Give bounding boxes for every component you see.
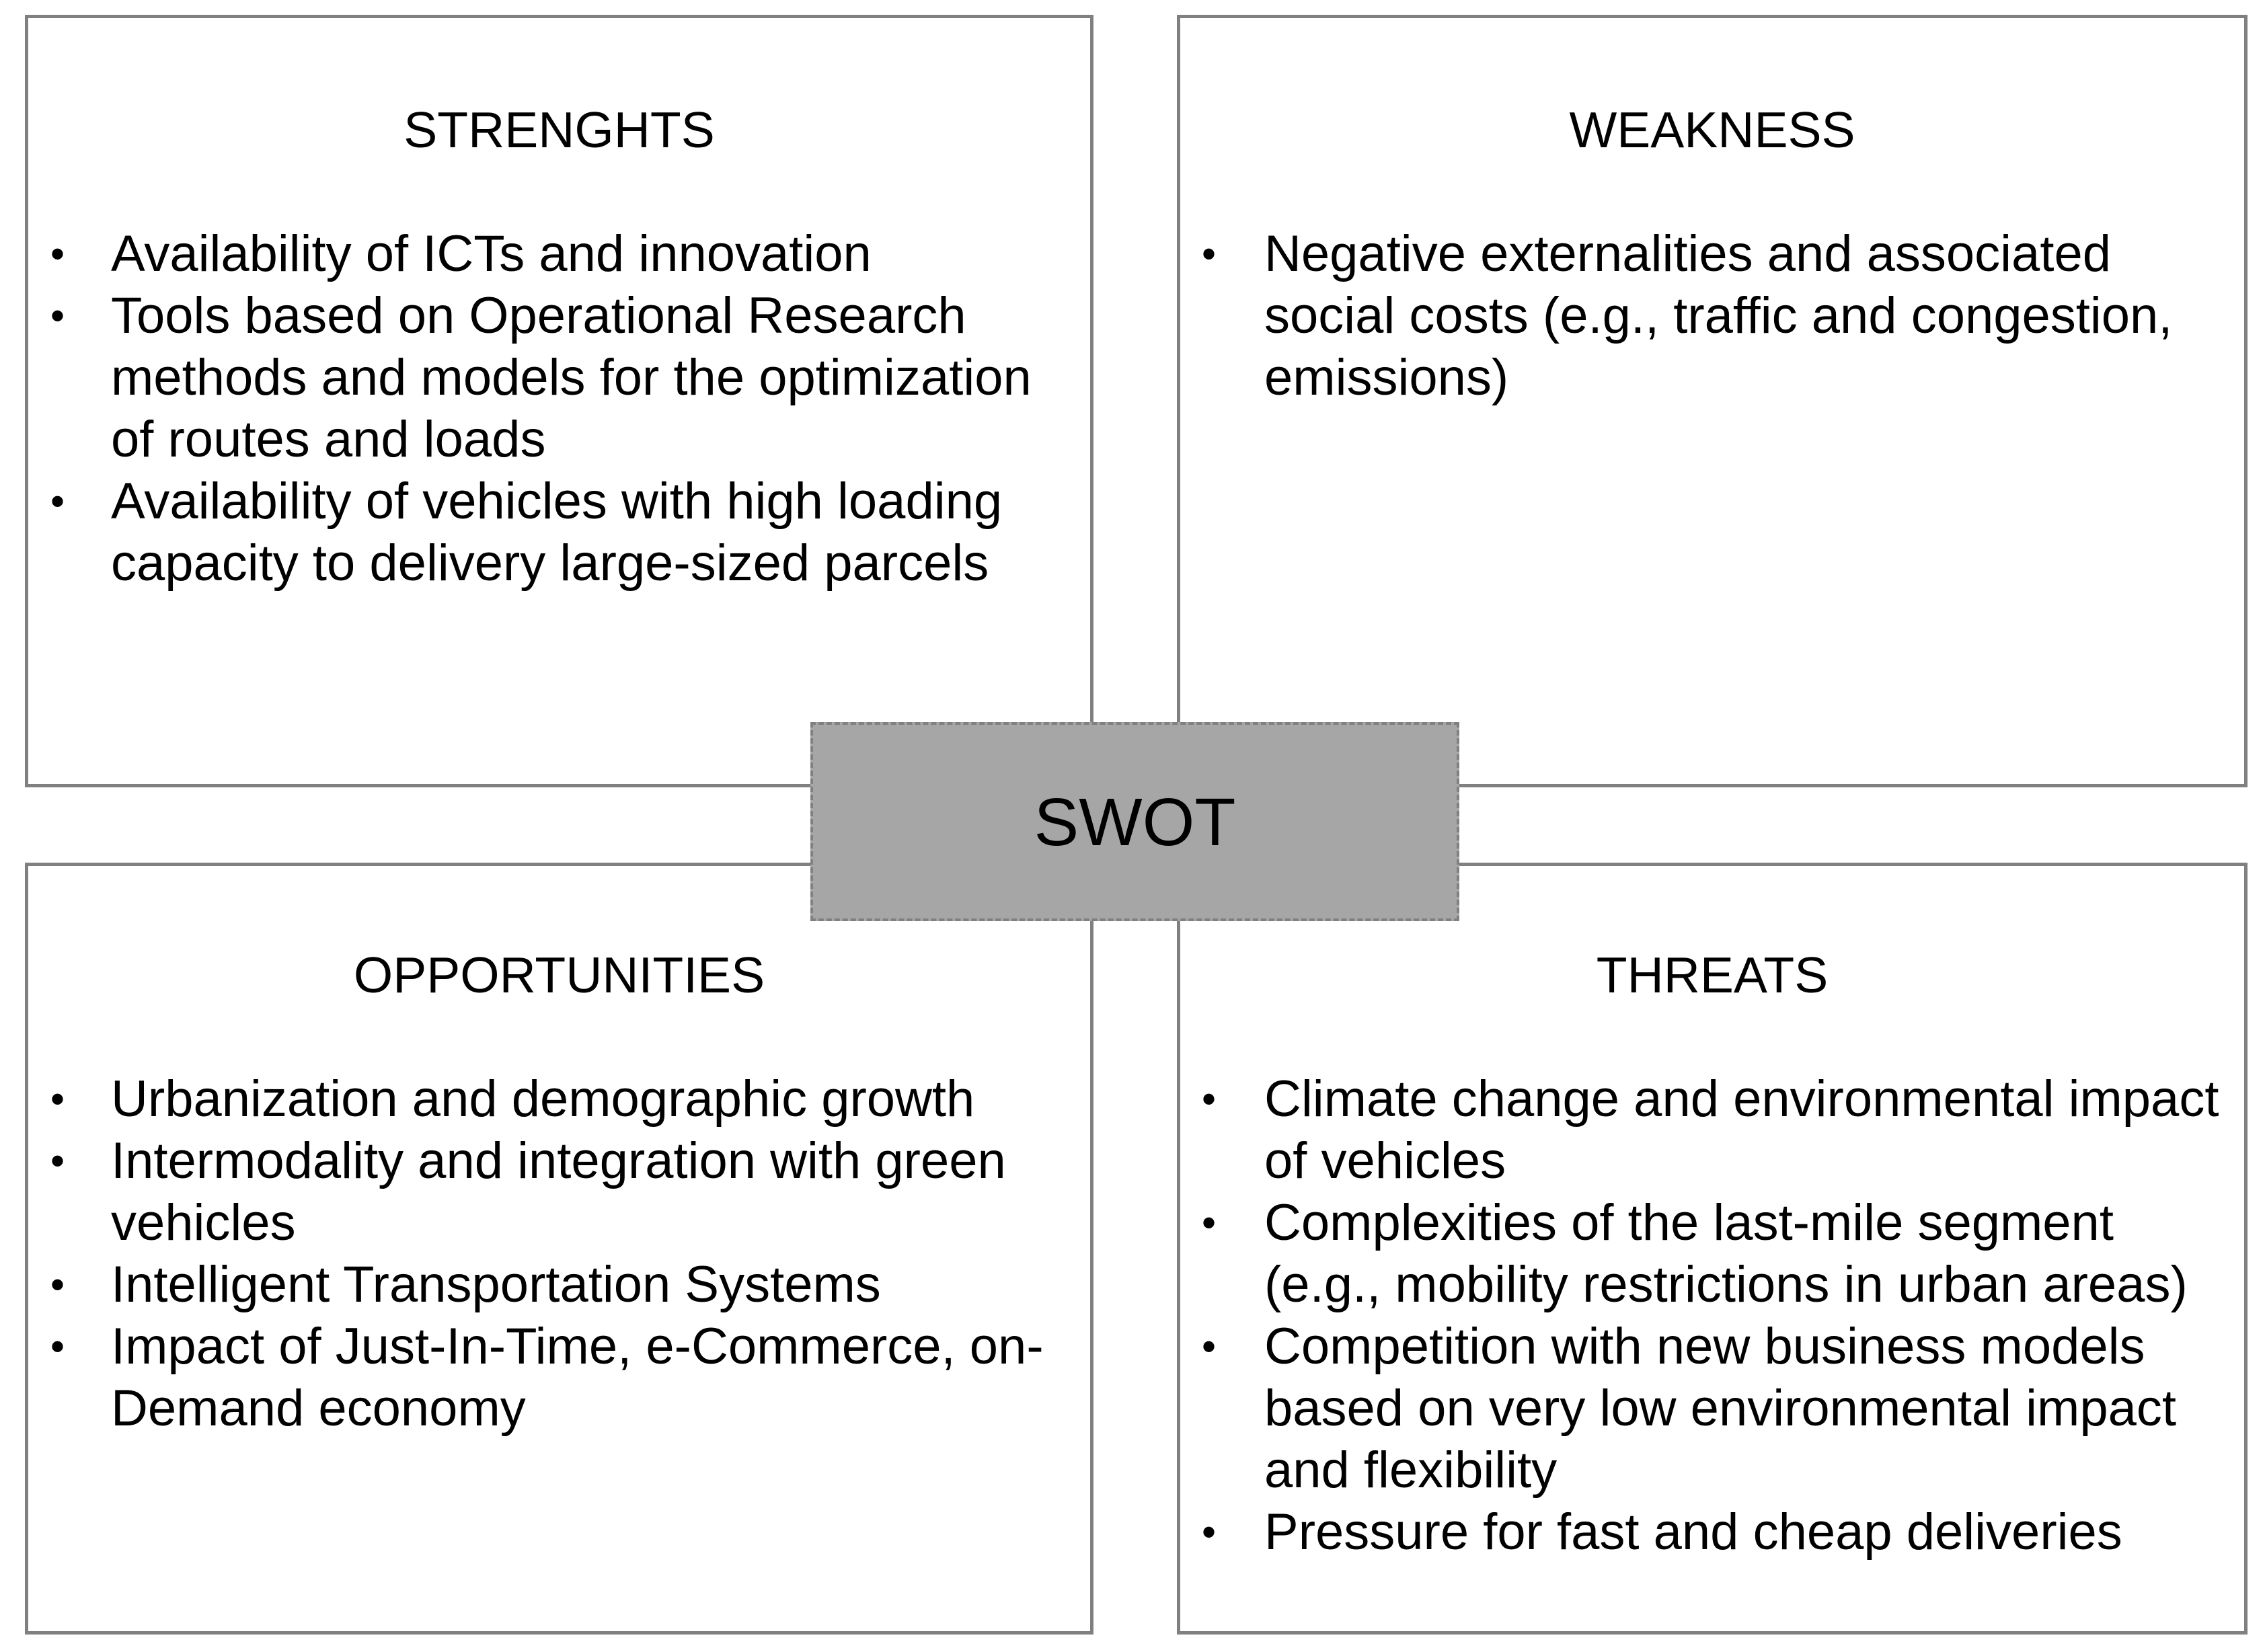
strengths-quadrant xyxy=(25,15,1093,787)
strengths-title: STRENGHTS xyxy=(404,102,715,158)
threats-title: THREATS xyxy=(1596,947,1829,1003)
list-item: • Intermodality and integration with green vehicles xyxy=(28,1130,1090,1254)
list-item: • Pressure for fast and cheap deliveries xyxy=(1180,1501,2244,1563)
list-item: • Intelligent Transportation Systems xyxy=(28,1254,1090,1316)
swot-label: SWOT xyxy=(1034,785,1236,860)
bullet-icon: • xyxy=(50,479,65,524)
list-item: • Impact of Just-In-Time, e-Commerce, on-Demand economy xyxy=(28,1316,1090,1440)
bullet-icon: • xyxy=(50,231,65,276)
swot-center-box xyxy=(810,722,1459,921)
bullet-icon: • xyxy=(1202,1324,1217,1369)
bullet-icon: • xyxy=(1202,1076,1217,1122)
weakness-quadrant xyxy=(1177,15,2248,787)
list-item: • Tools based on Operational Research methods and models for the optimization of routes and loads xyxy=(28,285,1090,471)
list-item: • Climate change and environmental impact of vehicles xyxy=(1180,1068,2244,1192)
bullet-icon: • xyxy=(1202,231,1217,276)
bullet-icon: • xyxy=(50,293,65,338)
bullet-icon: • xyxy=(1202,1200,1217,1245)
opportunities-list xyxy=(28,1068,1090,1440)
bullet-icon: • xyxy=(50,1324,65,1369)
list-item: • Availability of vehicles with high loading capacity to delivery large-sized parcels xyxy=(28,471,1090,594)
list-item: • Availability of ICTs and innovation xyxy=(28,223,1090,285)
opportunities-quadrant xyxy=(25,863,1093,1635)
bullet-icon: • xyxy=(1202,1509,1217,1555)
strengths-list xyxy=(28,223,1090,594)
threats-quadrant xyxy=(1177,863,2248,1635)
bullet-icon: • xyxy=(50,1138,65,1183)
opportunities-title: OPPORTUNITIES xyxy=(353,947,765,1003)
list-item: • Competition with new business models based on very low environmental impact and flexibility xyxy=(1180,1316,2244,1501)
bullet-icon: • xyxy=(50,1262,65,1307)
threats-list xyxy=(1180,1068,2244,1563)
bullet-icon: • xyxy=(50,1076,65,1122)
list-item: • Complexities of the last-mile segment (e.g., mobility restrictions in urban areas) xyxy=(1180,1192,2244,1316)
weakness-list xyxy=(1180,223,2244,409)
list-item: • Urbanization and demographic growth xyxy=(28,1068,1090,1130)
weakness-title: WEAKNESS xyxy=(1569,102,1855,158)
list-item: • Negative externalities and associated social costs (e.g., traffic and congestion, emissions) xyxy=(1180,223,2244,409)
